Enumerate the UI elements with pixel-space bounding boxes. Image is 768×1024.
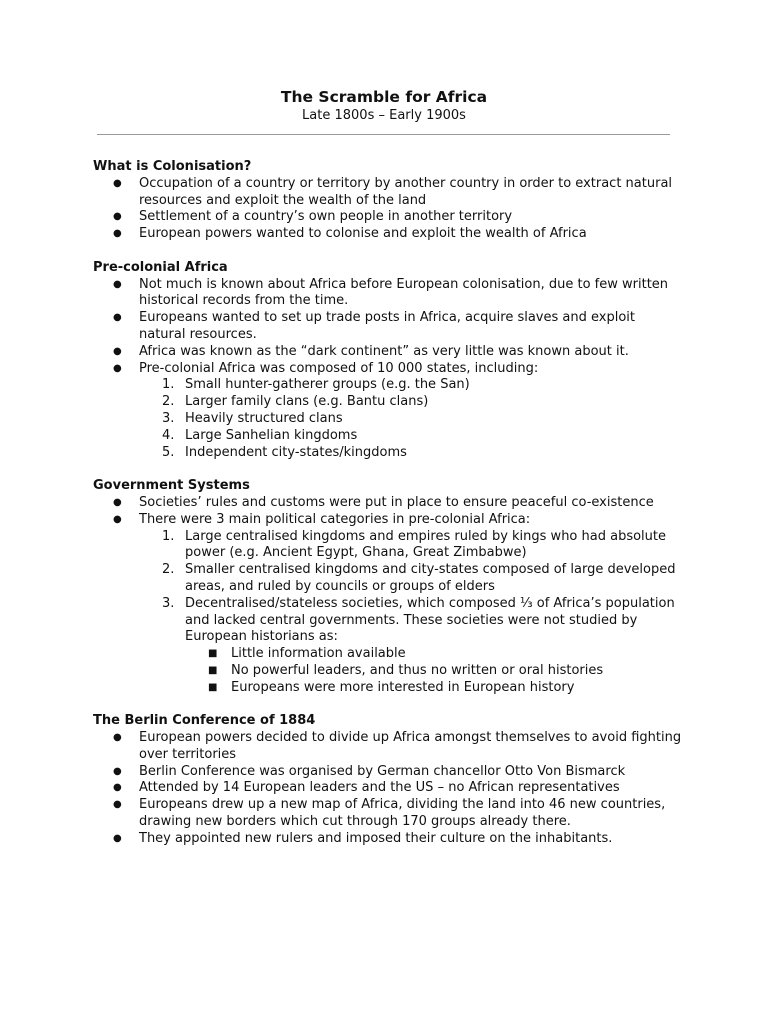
- section-heading: The Berlin Conference of 1884: [93, 713, 316, 729]
- list-item: ● Africa was known as the “dark continent” as very little was known about it.: [93, 344, 683, 361]
- list-item: ■ Little information available: [185, 646, 683, 663]
- numbered-list: [139, 377, 683, 461]
- section-precolonial-africa: [93, 260, 683, 462]
- list-item: ● Europeans drew up a new map of Africa, dividing the land into 46 new countries, drawing new borders which cut through 170 groups already there.: [93, 797, 683, 831]
- list-item: [93, 512, 683, 697]
- list-item: ● Europeans wanted to set up trade posts in Africa, acquire slaves and exploit natural resources.: [93, 310, 683, 344]
- list-item: ● Societies’ rules and customs were put in place to ensure peaceful co-existence: [93, 495, 683, 512]
- list-item: ● European powers decided to divide up Africa amongst themselves to avoid fighting over territories: [93, 730, 683, 764]
- document-body: [93, 159, 683, 848]
- list-item: [93, 361, 683, 462]
- list-item: ● Occupation of a country or territory by another country in order to extract natural resources and exploit the wealth of the land: [93, 176, 683, 210]
- list-item: ● They appointed new rulers and imposed their culture on the inhabitants.: [93, 831, 683, 848]
- list-item-text: Decentralised/stateless societies, which composed ⅓ of Africa’s population and lacked central governments. These societies were not studied by European historians as:: [185, 595, 675, 645]
- bullet-list: [93, 176, 683, 243]
- numbered-list: [139, 529, 683, 697]
- bullet-list: [93, 730, 683, 848]
- section-colonisation: [93, 159, 683, 243]
- list-item: Large centralised kingdoms and empires ruled by kings who had absolute power (e.g. Ancient Egypt, Ghana, Great Zimbabwe): [185, 528, 666, 561]
- list-item: Heavily structured clans: [185, 410, 343, 426]
- bullet-list: [93, 277, 683, 462]
- section-government-systems: [93, 478, 683, 696]
- list-item-text: There were 3 main political categories in pre-colonial Africa:: [139, 511, 531, 527]
- list-item: ● European powers wanted to colonise and exploit the wealth of Africa: [93, 226, 683, 243]
- list-item: ■ Europeans were more interested in European history: [185, 680, 683, 697]
- list-item: ■ No powerful leaders, and thus no written or oral histories: [185, 663, 683, 680]
- list-item: ● Settlement of a country’s own people in another territory: [93, 209, 683, 226]
- section-heading: Government Systems: [93, 478, 250, 494]
- list-item: [139, 596, 683, 697]
- list-item: Larger family clans (e.g. Bantu clans): [185, 394, 429, 410]
- list-item: Independent city-states/kingdoms: [185, 444, 407, 460]
- document-subtitle: Late 1800s – Early 1900s: [302, 108, 466, 123]
- list-item: ● Not much is known about Africa before European colonisation, due to few written historical records from the time.: [93, 277, 683, 311]
- section-berlin-conference: [93, 713, 683, 847]
- square-bullet-list: [185, 646, 683, 696]
- list-item-text: Pre-colonial Africa was composed of 10 000 states, including:: [139, 360, 539, 376]
- section-heading: Pre-colonial Africa: [93, 259, 228, 275]
- list-item: ● Attended by 14 European leaders and the US – no African representatives: [93, 780, 683, 797]
- bullet-list: [93, 495, 683, 697]
- horizontal-rule: [97, 134, 670, 135]
- list-item: Small hunter-gatherer groups (e.g. the San): [185, 377, 470, 393]
- document-title: The Scramble for Africa: [280, 88, 488, 106]
- list-item: Large Sanhelian kingdoms: [185, 427, 358, 443]
- list-item: ● Berlin Conference was organised by German chancellor Otto Von Bismarck: [93, 764, 683, 781]
- list-item: Smaller centralised kingdoms and city-states composed of large developed areas, and ruled by councils or groups of elders: [185, 562, 676, 594]
- section-heading: What is Colonisation?: [93, 159, 252, 174]
